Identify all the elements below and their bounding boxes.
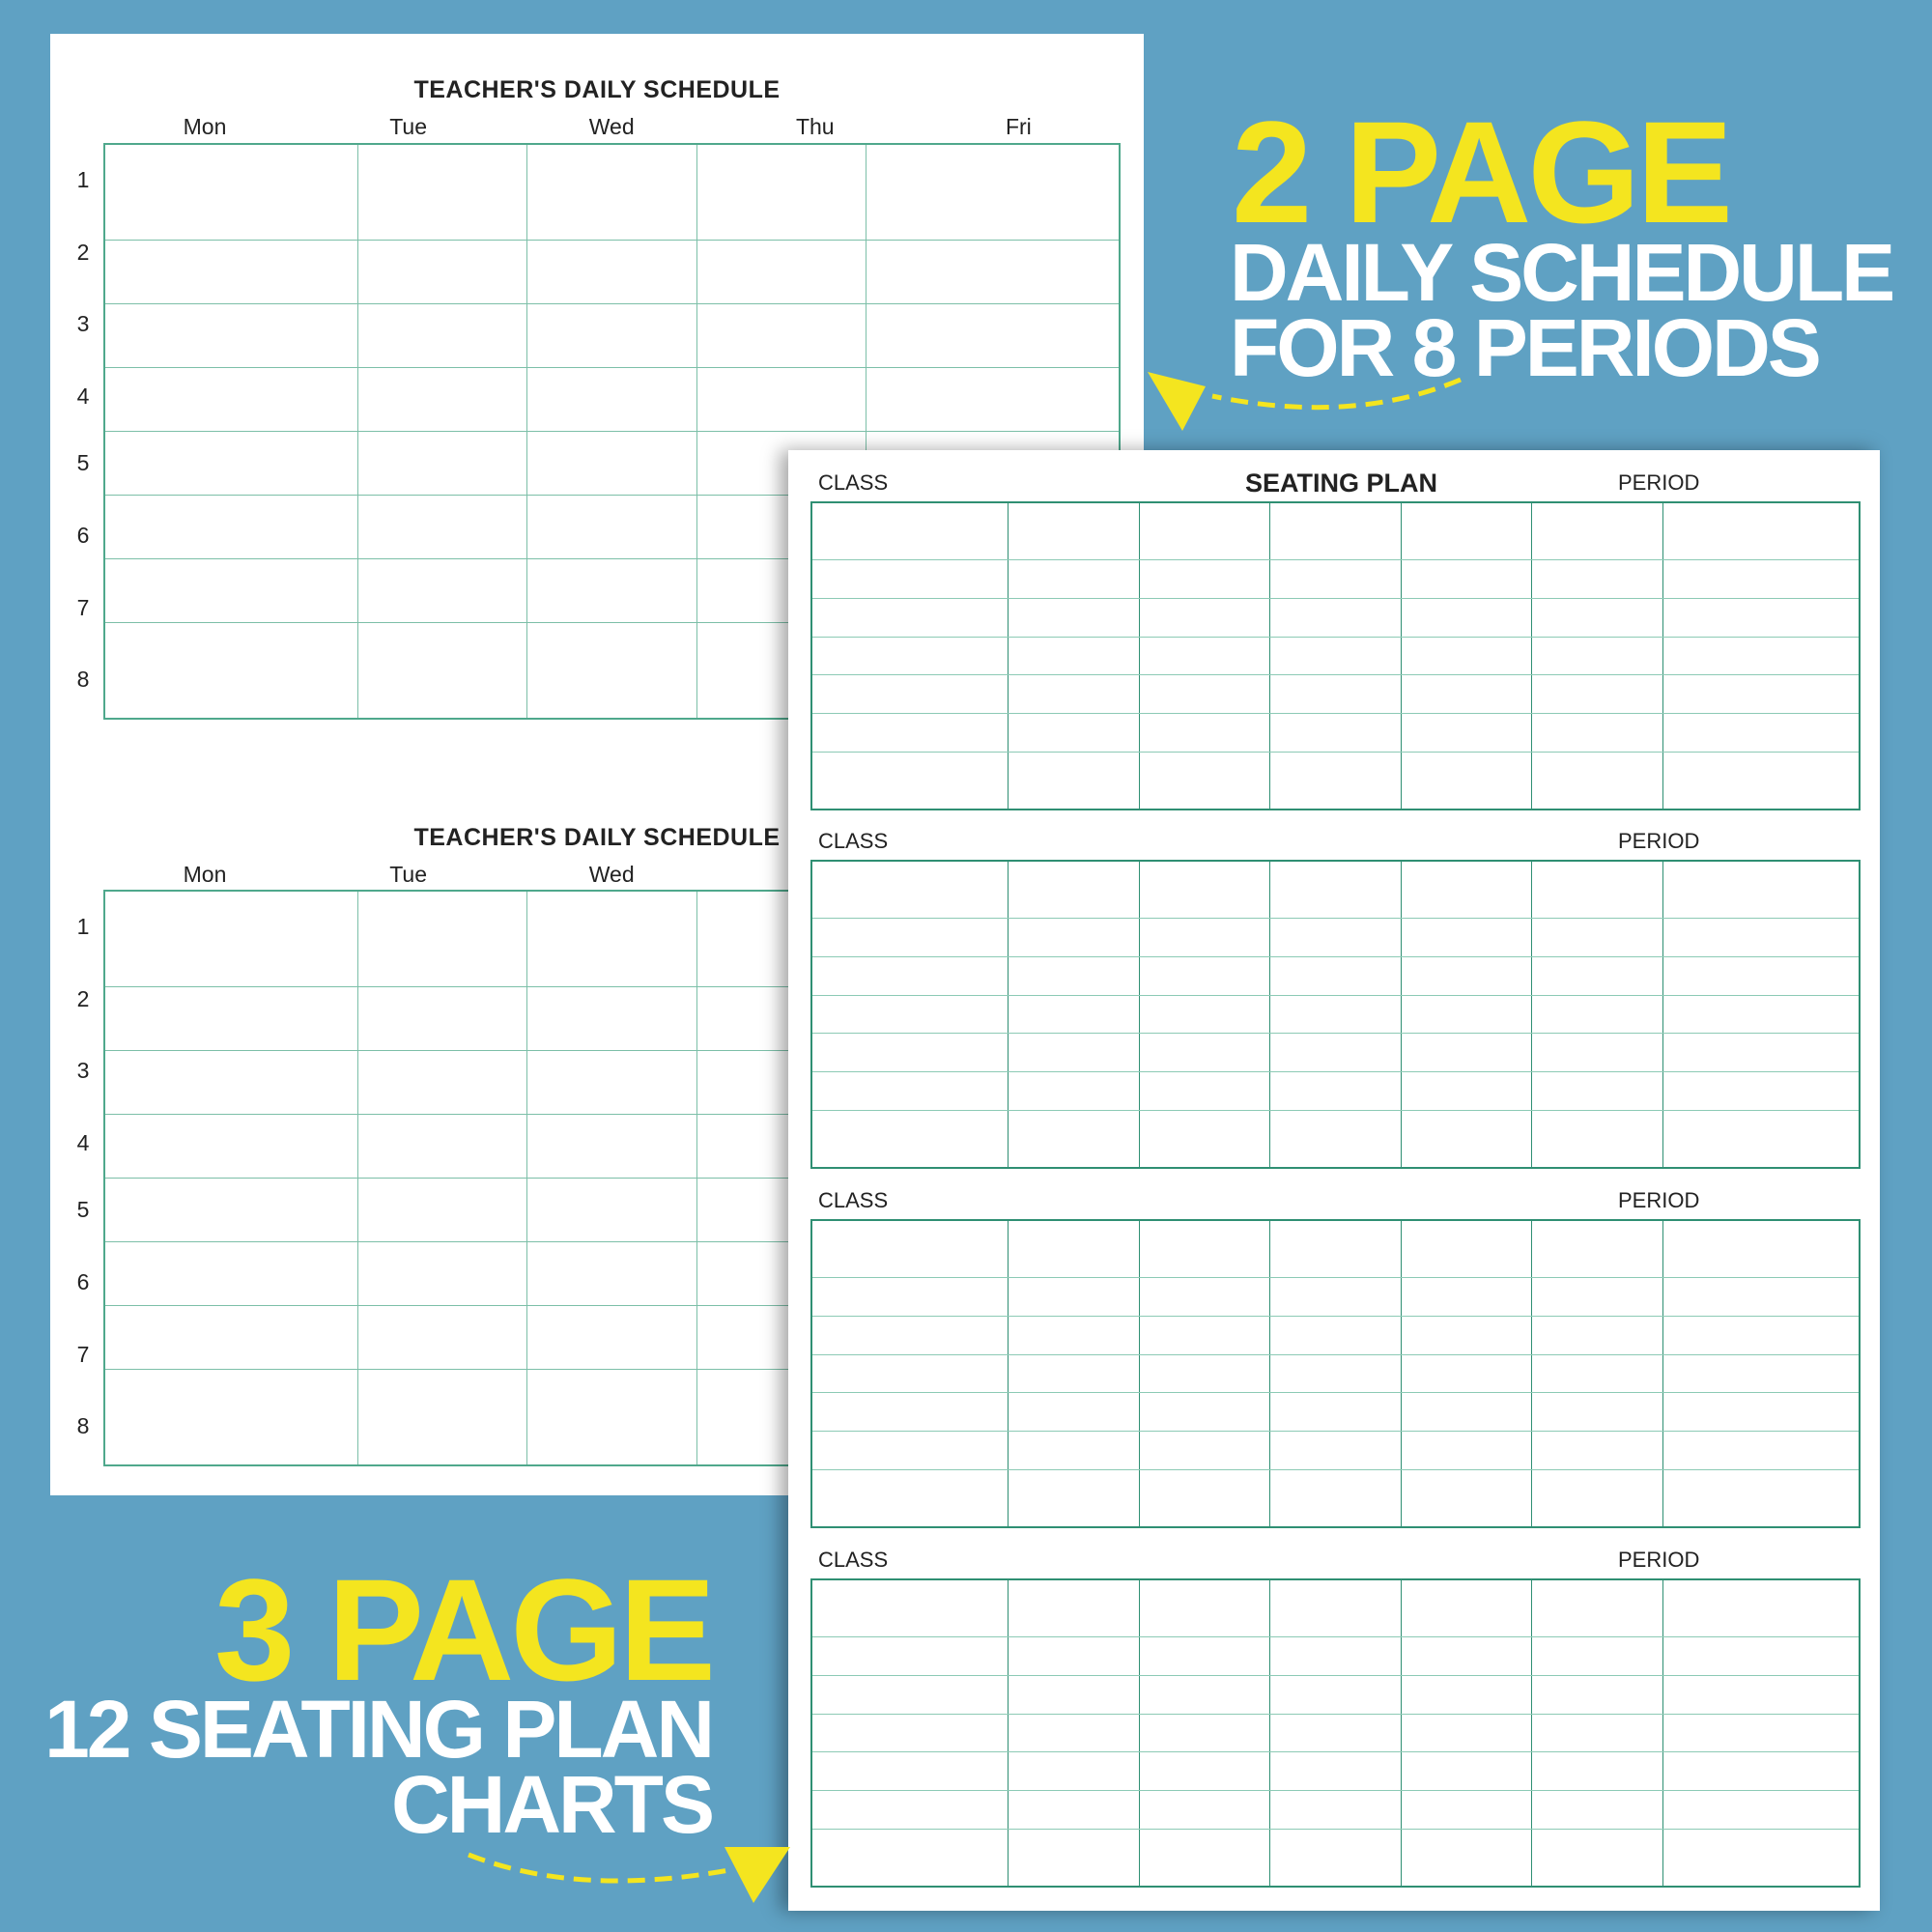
- day-header: Wed: [588, 862, 635, 887]
- period-number: 4: [76, 383, 90, 409]
- class-label: CLASS: [818, 1548, 889, 1572]
- period-number: 4: [76, 1129, 90, 1155]
- arrow-top-head-icon: [1148, 372, 1206, 431]
- period-number: 6: [76, 523, 90, 548]
- period-number: 8: [76, 1413, 90, 1439]
- period-number: 8: [76, 667, 90, 693]
- day-header: Mon: [183, 114, 227, 139]
- period-label: PERIOD: [1618, 1548, 1700, 1572]
- promo-bottom-line1: 12 SEATING PLAN: [44, 1684, 712, 1775]
- period-number: 3: [76, 311, 90, 337]
- promo-bottom-line2: CHARTS: [391, 1759, 712, 1850]
- day-header: Fri: [1005, 114, 1032, 139]
- promo-top-line2: FOR 8 PERIODS: [1230, 302, 1819, 393]
- promo-top-line1: DAILY SCHEDULE: [1230, 227, 1893, 318]
- day-header: Mon: [183, 862, 227, 887]
- period-number: 6: [76, 1269, 90, 1294]
- class-label: CLASS: [818, 1188, 889, 1212]
- day-header: Tue: [389, 862, 427, 887]
- class-label: CLASS: [818, 829, 889, 853]
- period-number: 1: [76, 167, 90, 192]
- day-header: Tue: [389, 114, 427, 139]
- promo-top-headline: 2 PAGE: [1232, 91, 1730, 253]
- period-number: 7: [76, 594, 90, 620]
- schedule-title: TEACHER'S DAILY SCHEDULE: [413, 76, 781, 103]
- period-label: PERIOD: [1618, 470, 1700, 495]
- schedule-title: TEACHER'S DAILY SCHEDULE: [413, 824, 781, 851]
- arrow-bottom-dashed-curve: [469, 1855, 734, 1881]
- day-header: Wed: [588, 114, 635, 139]
- arrow-bottom-head-icon: [724, 1847, 790, 1903]
- seating-plan-title: SEATING PLAN: [1245, 469, 1438, 497]
- period-number: 7: [76, 1341, 90, 1367]
- period-number: 3: [76, 1058, 90, 1084]
- promo-bottom-headline: 3 PAGE: [213, 1548, 712, 1711]
- period-label: PERIOD: [1618, 829, 1700, 853]
- day-header: Thu: [795, 114, 835, 139]
- period-label: PERIOD: [1618, 1188, 1700, 1212]
- period-number: 1: [76, 914, 90, 939]
- period-number: 2: [76, 239, 90, 265]
- arrow-top-dashed-curve: [1212, 380, 1461, 408]
- class-label: CLASS: [818, 470, 889, 495]
- period-number: 2: [76, 985, 90, 1011]
- period-number: 5: [76, 450, 90, 476]
- period-number: 5: [76, 1197, 90, 1223]
